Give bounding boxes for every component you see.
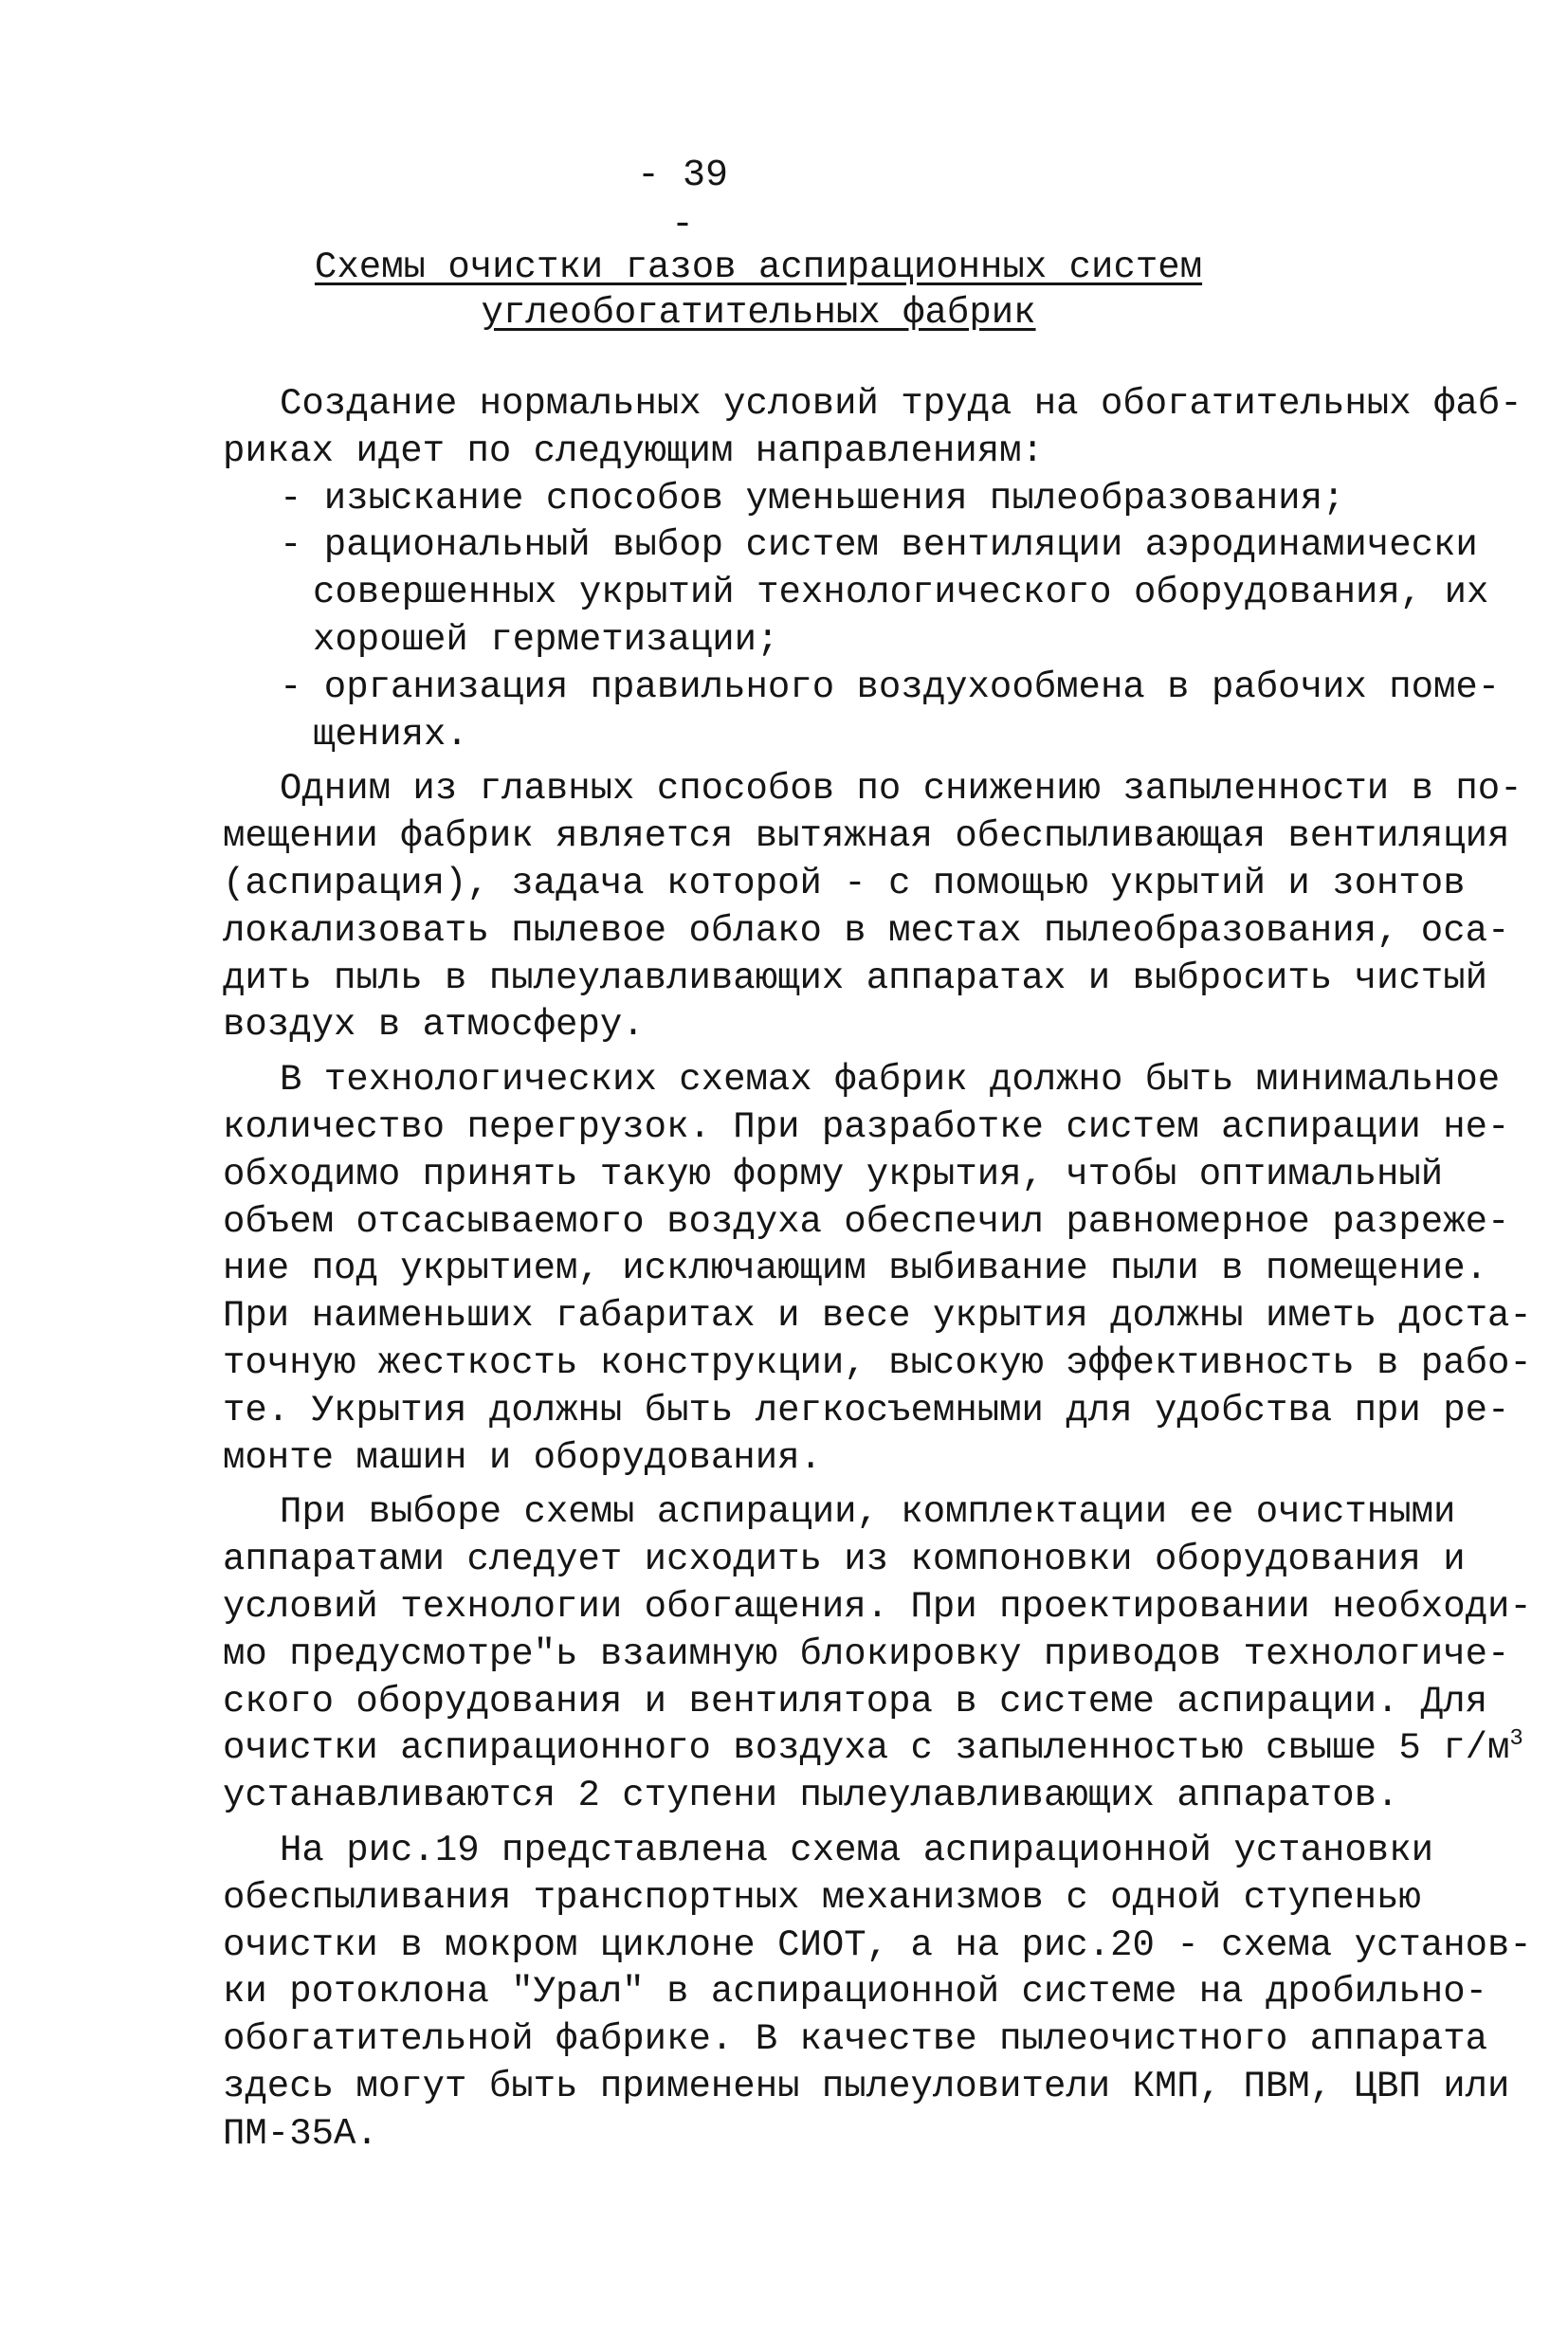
text-line: риках идет по следующим направлениям: [223, 429, 1044, 472]
text-line: При наименьших габаритах и весе укрытия должны иметь доста- [223, 1295, 1532, 1338]
text-line: точную жесткость конструкции, высокую эффективность в рабо- [223, 1341, 1532, 1384]
paragraph-scheme-choice [223, 1489, 1532, 1820]
text-line: устанавливаются 2 ступени пылеулавливающих аппаратов. [223, 1775, 1399, 1817]
paragraph-intro [223, 381, 1522, 476]
text-line: мо предусмотре"ь взаимную блокировку приводов технологиче- [223, 1632, 1510, 1675]
bullet-continuation: щениях. [313, 713, 468, 756]
text-line: Одним из главных способов по снижению запыленности в по- [280, 768, 1522, 811]
bullet-item-1: - изыскание способов уменьшения пылеобразования; [280, 477, 1345, 519]
body-text [223, 381, 1532, 2158]
text-line: воздух в атмосферу. [223, 1004, 645, 1047]
text-segment: очистки аспирационного воздуха с запыленностью свыше 5 г/м [223, 1727, 1510, 1770]
title-line-2: углеобогатительных фабрик [481, 292, 1036, 334]
text-line: При выборе схемы аспирации, комплектации ее очистными [280, 1491, 1456, 1534]
text-line: На рис.19 представлена схема аспирационной установки [280, 1829, 1433, 1871]
section-title [284, 245, 1232, 336]
text-line: Создание нормальных условий труда на обогатительных фаб- [280, 383, 1522, 425]
page-number: - 39 - [636, 155, 728, 246]
text-line: здесь могут быть применены пылеуловители КМП, ПВМ, ЦВП или [223, 2065, 1510, 2107]
text-line: дить пыль в пылеулавливающих аппаратах и выбросить чистый [223, 957, 1488, 999]
text-line: локализовать пылевое облако в местах пылеобразования, оса- [223, 909, 1510, 952]
cubic-superscript: 3 [1509, 1726, 1523, 1753]
text-line: условий технологии обогащения. При проектировании необходи- [223, 1585, 1532, 1628]
text-line: очистки в мокром циклоне СИОТ, а на рис.20 - схема установ- [223, 1923, 1532, 1966]
text-line: количество перегрузок. При разработке систем аспирации не- [223, 1105, 1510, 1148]
text-line: обеспыливания транспортных механизмов с одной ступенью [223, 1876, 1421, 1919]
bullet-continuation: хорошей герметизации; [313, 618, 779, 661]
bullet-list [223, 476, 1501, 759]
text-line: мещении фабрик является вытяжная обеспыливающая вентиляция [223, 815, 1510, 858]
text-line: обогатительной фабрике. В качестве пылеочистного аппарата [223, 2018, 1488, 2061]
text-line: ние под укрытием, исключающим выбивание пыли в помещение. [223, 1248, 1488, 1290]
bullet-item-3: - организация правильного воздухообмена в рабочих поме- [280, 665, 1501, 708]
bullet-continuation: совершенных укрытий технологического оборудования, их [313, 572, 1489, 614]
text-line: ского оборудования и вентилятора в системе аспирации. Для [223, 1680, 1488, 1722]
text-line: ПМ-35А. [223, 2112, 378, 2155]
text-line-with-superscript [223, 1725, 1523, 1773]
text-line: ки ротоклона "Урал" в аспирационной системе на дробильно- [223, 1971, 1488, 2014]
text-line: те. Укрытия должны быть легкосъемными для удобства при ре- [223, 1389, 1510, 1431]
text-line: (аспирация), задача которой - с помощью укрытий и зонтов [223, 862, 1466, 904]
paragraph-figures [223, 1828, 1532, 2159]
text-line: монте машин и оборудования. [223, 1436, 822, 1479]
text-line: объем отсасываемого воздуха обеспечил равномерное разреже- [223, 1200, 1510, 1243]
paragraph-technology [223, 1057, 1532, 1482]
text-line: обходимо принять такую форму укрытия, чтобы оптимальный [223, 1153, 1444, 1195]
text-line: аппаратами следует исходить из компоновки оборудования и [223, 1539, 1466, 1581]
bullet-item-2: - рациональный выбор систем вентиляции аэродинамически [280, 524, 1478, 567]
title-line-1: Схемы очистки газов аспирационных систем [314, 246, 1203, 288]
text-line: В технологических схемах фабрик должно быть минимальное [280, 1059, 1501, 1102]
paragraph-aspiration [223, 766, 1522, 1049]
